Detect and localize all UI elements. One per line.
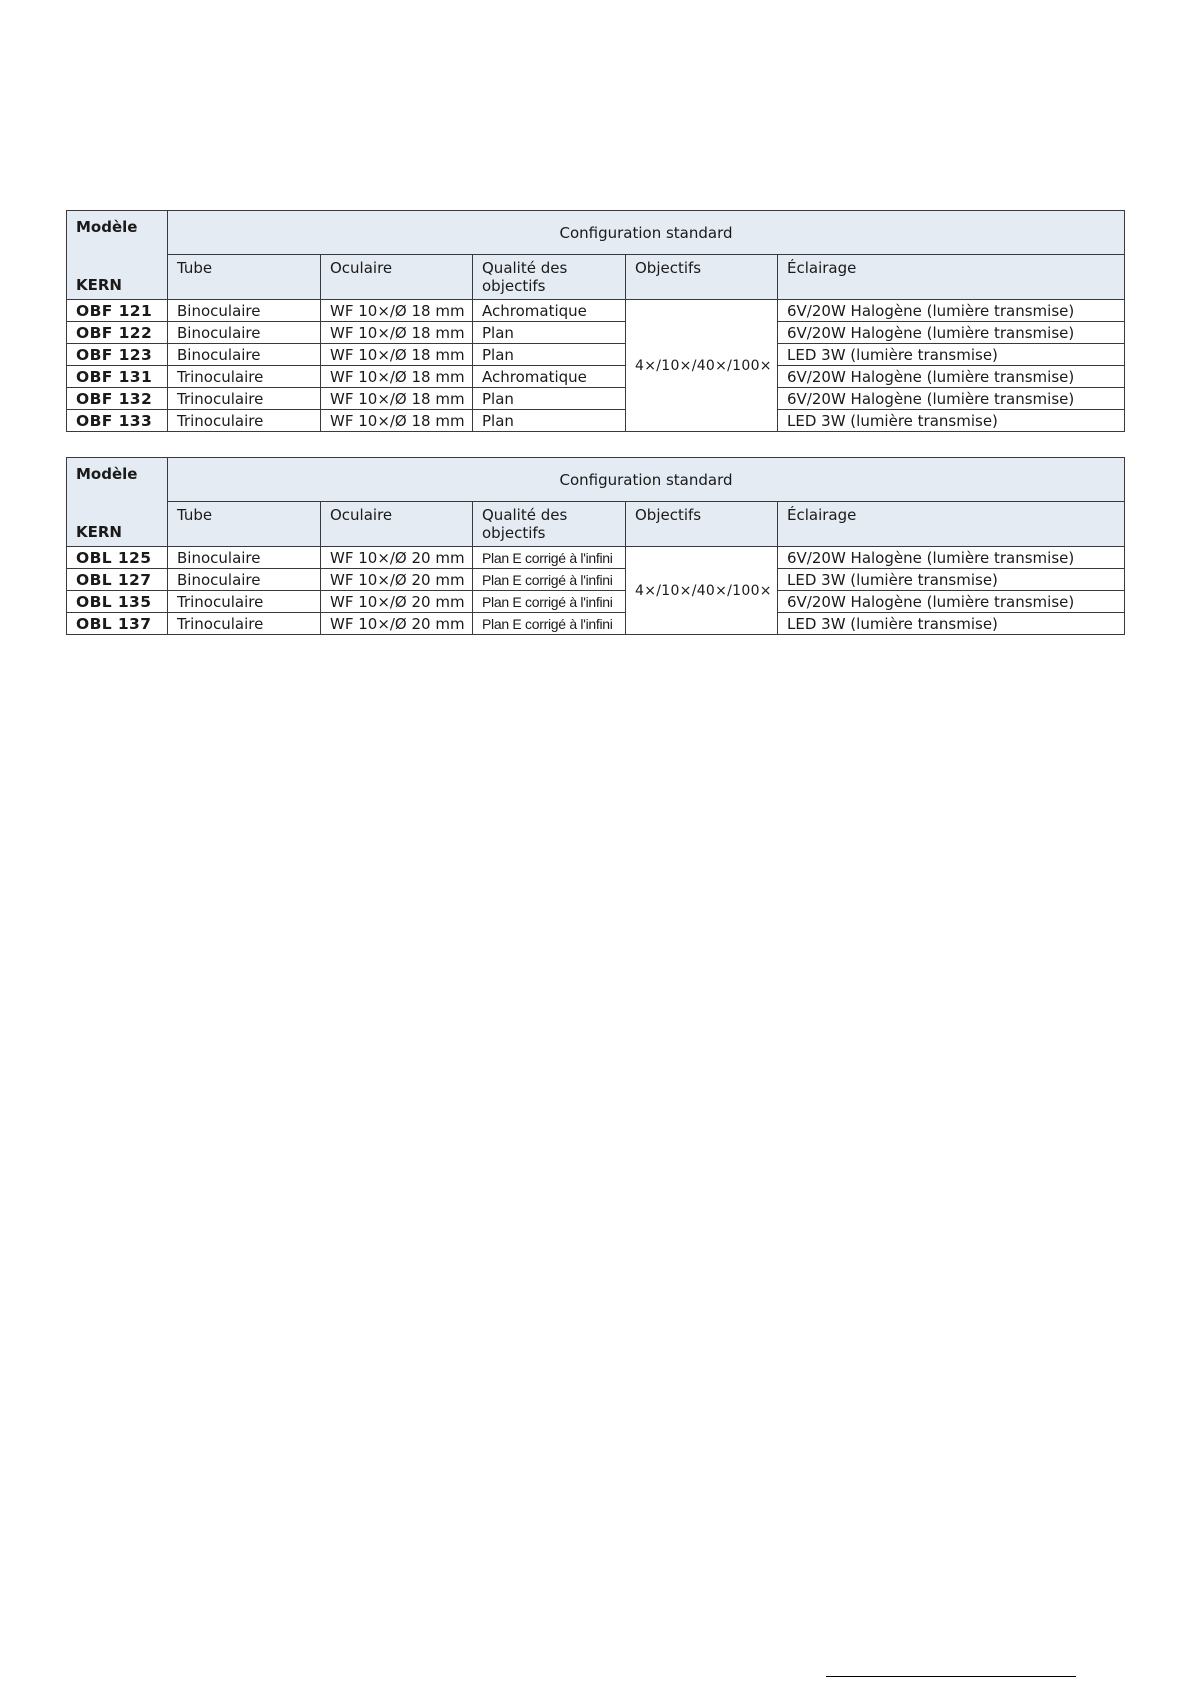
lighting-cell: 6V/20W Halogène (lumière transmise) — [778, 547, 1125, 569]
tube-cell: Binoculaire — [168, 300, 321, 322]
quality-cell: Plan E corrigé à l'infini — [473, 547, 626, 569]
tube-cell: Binoculaire — [168, 547, 321, 569]
ocular-cell: WF 10×/Ø 18 mm — [321, 300, 473, 322]
table-row — [67, 344, 1125, 366]
model-cell: OBF 121 — [67, 300, 168, 322]
lighting-cell: 6V/20W Halogène (lumière transmise) — [778, 300, 1125, 322]
table-row — [67, 547, 1125, 569]
model-header — [67, 458, 168, 547]
quality-cell: Achromatique — [473, 366, 626, 388]
quality-cell: Plan E corrigé à l'infini — [473, 569, 626, 591]
model-cell: OBL 135 — [67, 591, 168, 613]
ocular-cell: WF 10×/Ø 18 mm — [321, 388, 473, 410]
lighting-cell: 6V/20W Halogène (lumière transmise) — [778, 388, 1125, 410]
objectives-cell: 4×/10×/40×/100× — [626, 300, 778, 432]
model-cell: OBF 122 — [67, 322, 168, 344]
config-header: Configuration standard — [168, 211, 1125, 255]
model-cell: OBF 123 — [67, 344, 168, 366]
objectives-header: Objectifs — [626, 502, 778, 547]
model-header-label: Modèle — [76, 465, 138, 483]
table-row — [67, 366, 1125, 388]
tube-cell: Binoculaire — [168, 344, 321, 366]
lighting-cell: LED 3W (lumière transmise) — [778, 344, 1125, 366]
model-header — [67, 211, 168, 300]
lighting-header: Éclairage — [778, 502, 1125, 547]
quality-cell: Plan — [473, 322, 626, 344]
ocular-cell: WF 10×/Ø 18 mm — [321, 410, 473, 432]
config-header: Configuration standard — [168, 458, 1125, 502]
table-row — [67, 613, 1125, 635]
lighting-cell: LED 3W (lumière transmise) — [778, 613, 1125, 635]
quality-cell: Plan E corrigé à l'infini — [473, 613, 626, 635]
ocular-cell: WF 10×/Ø 18 mm — [321, 322, 473, 344]
ocular-cell: WF 10×/Ø 18 mm — [321, 344, 473, 366]
ocular-cell: WF 10×/Ø 20 mm — [321, 613, 473, 635]
lighting-cell: 6V/20W Halogène (lumière transmise) — [778, 322, 1125, 344]
quality-header: Qualité des objectifs — [473, 502, 626, 547]
brand-header-label: KERN — [76, 276, 122, 294]
objectives-cell: 4×/10×/40×/100× — [626, 547, 778, 635]
footer-rule — [826, 1676, 1076, 1677]
quality-cell: Plan — [473, 388, 626, 410]
table-row — [67, 322, 1125, 344]
table-row — [67, 591, 1125, 613]
quality-cell: Plan — [473, 344, 626, 366]
obf-spec-table — [66, 210, 1125, 432]
tube-cell: Trinoculaire — [168, 366, 321, 388]
ocular-header: Oculaire — [321, 255, 473, 300]
ocular-cell: WF 10×/Ø 20 mm — [321, 547, 473, 569]
model-cell: OBF 133 — [67, 410, 168, 432]
tube-header: Tube — [168, 502, 321, 547]
quality-cell: Plan E corrigé à l'infini — [473, 591, 626, 613]
quality-cell: Achromatique — [473, 300, 626, 322]
ocular-cell: WF 10×/Ø 20 mm — [321, 591, 473, 613]
lighting-cell: 6V/20W Halogène (lumière transmise) — [778, 366, 1125, 388]
lighting-cell: 6V/20W Halogène (lumière transmise) — [778, 591, 1125, 613]
tube-cell: Trinoculaire — [168, 591, 321, 613]
tube-cell: Trinoculaire — [168, 410, 321, 432]
lighting-cell: LED 3W (lumière transmise) — [778, 410, 1125, 432]
quality-cell: Plan — [473, 410, 626, 432]
table-row — [67, 569, 1125, 591]
brand-header-label: KERN — [76, 523, 122, 541]
tube-cell: Binoculaire — [168, 322, 321, 344]
model-cell: OBL 127 — [67, 569, 168, 591]
tube-cell: Trinoculaire — [168, 613, 321, 635]
model-header-label: Modèle — [76, 218, 138, 236]
model-cell: OBF 131 — [67, 366, 168, 388]
tube-header: Tube — [168, 255, 321, 300]
lighting-header: Éclairage — [778, 255, 1125, 300]
model-cell: OBL 125 — [67, 547, 168, 569]
model-cell: OBF 132 — [67, 388, 168, 410]
lighting-cell: LED 3W (lumière transmise) — [778, 569, 1125, 591]
tube-cell: Trinoculaire — [168, 388, 321, 410]
table-row — [67, 388, 1125, 410]
objectives-header: Objectifs — [626, 255, 778, 300]
quality-header: Qualité des objectifs — [473, 255, 626, 300]
tube-cell: Binoculaire — [168, 569, 321, 591]
obl-spec-table — [66, 457, 1125, 635]
table-row — [67, 300, 1125, 322]
ocular-cell: WF 10×/Ø 20 mm — [321, 569, 473, 591]
model-cell: OBL 137 — [67, 613, 168, 635]
ocular-header: Oculaire — [321, 502, 473, 547]
ocular-cell: WF 10×/Ø 18 mm — [321, 366, 473, 388]
table-row — [67, 410, 1125, 432]
